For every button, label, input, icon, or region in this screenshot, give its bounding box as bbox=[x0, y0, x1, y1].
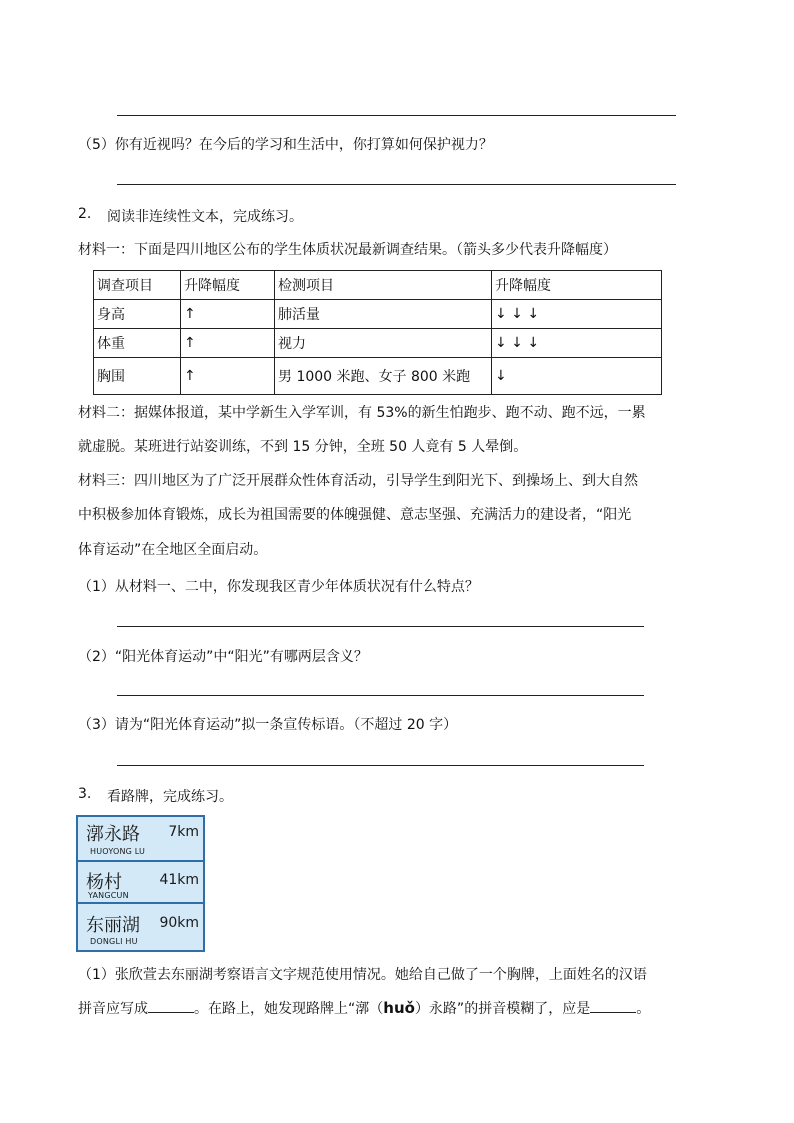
table-cell-arrow: ↑ bbox=[181, 358, 275, 395]
table-header-cell: 升降幅度 bbox=[492, 271, 662, 300]
question-2-1: （1）从材料一、二中，你发现我区青少年体质状况有什么特点？ bbox=[78, 579, 479, 595]
table-cell: 视力 bbox=[275, 329, 492, 358]
road-sign-pinyin: YANGCUN bbox=[88, 891, 129, 900]
table-cell: 男 1000 米跑、女子 800 米跑 bbox=[275, 358, 492, 395]
question-3-1-line-2 bbox=[78, 998, 650, 1018]
table-row bbox=[94, 300, 662, 329]
answer-blank-name-pinyin[interactable] bbox=[148, 998, 194, 1013]
answer-line-2-3[interactable] bbox=[117, 765, 644, 766]
pinyin-huo: huǒ bbox=[383, 999, 415, 1017]
material-2-line-1: 材料二：据媒体报道，某中学新生入学军训，有 53%的新生怕跑步、跑不动、跑不远，一累 bbox=[78, 405, 646, 421]
answer-line-q5[interactable] bbox=[117, 184, 676, 185]
section-3-title: 看路牌，完成练习。 bbox=[107, 789, 233, 805]
road-sign-row bbox=[78, 862, 203, 902]
road-sign-name: 东丽湖 bbox=[86, 915, 140, 936]
table-row bbox=[94, 358, 662, 395]
table-cell: 体重 bbox=[94, 329, 181, 358]
table-cell-arrow: ↓ ↓ ↓ bbox=[492, 300, 662, 329]
table-cell-arrow: ↑ bbox=[181, 300, 275, 329]
table-cell: 身高 bbox=[94, 300, 181, 329]
material-3-line-3: 体育运动”在全地区全面启动。 bbox=[78, 542, 268, 558]
answer-blank-road-pinyin[interactable] bbox=[590, 998, 636, 1013]
table-cell: 胸围 bbox=[94, 358, 181, 395]
road-sign-name: 杨村 bbox=[86, 872, 122, 893]
table-cell-arrow: ↓ bbox=[492, 358, 662, 395]
answer-line-top[interactable] bbox=[117, 115, 676, 116]
road-sign-row bbox=[78, 904, 203, 950]
road-sign-distance: 90km bbox=[159, 915, 199, 931]
material-3-line-2: 中积极参加体育锻炼，成长为祖国需要的体魄强健、意志坚强、充满活力的建设者，“阳光 bbox=[78, 507, 632, 523]
question-2-3: （3）请为“阳光体育运动”拟一条宣传标语。（不超过 20 字） bbox=[78, 717, 458, 733]
road-sign-pinyin: DONGLI HU bbox=[90, 937, 138, 946]
answer-line-2-1[interactable] bbox=[117, 626, 644, 627]
road-sign-pinyin: HUOYONG LU bbox=[90, 847, 146, 856]
survey-table bbox=[93, 270, 662, 395]
road-sign-distance: 41km bbox=[159, 872, 199, 888]
question-5: （5）你有近视吗？在今后的学习和生活中，你打算如何保护视力？ bbox=[78, 137, 493, 153]
table-header-row bbox=[94, 271, 662, 300]
table-header-cell: 调查项目 bbox=[94, 271, 181, 300]
section-3-number: 3. bbox=[78, 786, 92, 802]
road-sign-distance: 7km bbox=[168, 824, 199, 840]
question-3-1-text-b: 。在路上，她发现路牌上“漷（ bbox=[194, 1001, 384, 1017]
table-header-cell: 检测项目 bbox=[275, 271, 492, 300]
material-1-intro: 材料一：下面是四川地区公布的学生体质状况最新调查结果。（箭头多少代表升降幅度） bbox=[78, 242, 617, 258]
road-sign-row bbox=[78, 817, 203, 860]
question-3-1-text-c: ）永路”的拼音模糊了，应是 bbox=[414, 1001, 591, 1017]
table-cell-arrow: ↑ bbox=[181, 329, 275, 358]
section-2-number: 2. bbox=[78, 206, 92, 222]
table-row bbox=[94, 329, 662, 358]
table-cell: 肺活量 bbox=[275, 300, 492, 329]
question-3-1-text-d: 。 bbox=[636, 1001, 651, 1017]
section-2-title: 阅读非连续性文本，完成练习。 bbox=[107, 209, 303, 225]
material-2-line-2: 就虚脱。某班进行站姿训练，不到 15 分钟，全班 50 人竟有 5 人晕倒。 bbox=[78, 439, 528, 455]
question-2-2: （2）“阳光体育运动”中“阳光”有哪两层含义？ bbox=[78, 649, 368, 665]
question-3-1-line-1: （1）张欣萱去东丽湖考察语言文字规范使用情况。她给自己做了一个胸牌，上面姓名的汉语 bbox=[78, 967, 647, 983]
question-3-1-text-a: 拼音应写成 bbox=[78, 1001, 148, 1017]
road-sign-name: 漷永路 bbox=[86, 824, 140, 845]
answer-line-2-2[interactable] bbox=[117, 695, 644, 696]
material-3-line-1: 材料三：四川地区为了广泛开展群众性体育活动，引导学生到阳光下、到操场上、到大自然 bbox=[78, 473, 638, 489]
table-cell-arrow: ↓ ↓ ↓ bbox=[492, 329, 662, 358]
table-header-cell: 升降幅度 bbox=[181, 271, 275, 300]
road-sign bbox=[76, 815, 205, 952]
